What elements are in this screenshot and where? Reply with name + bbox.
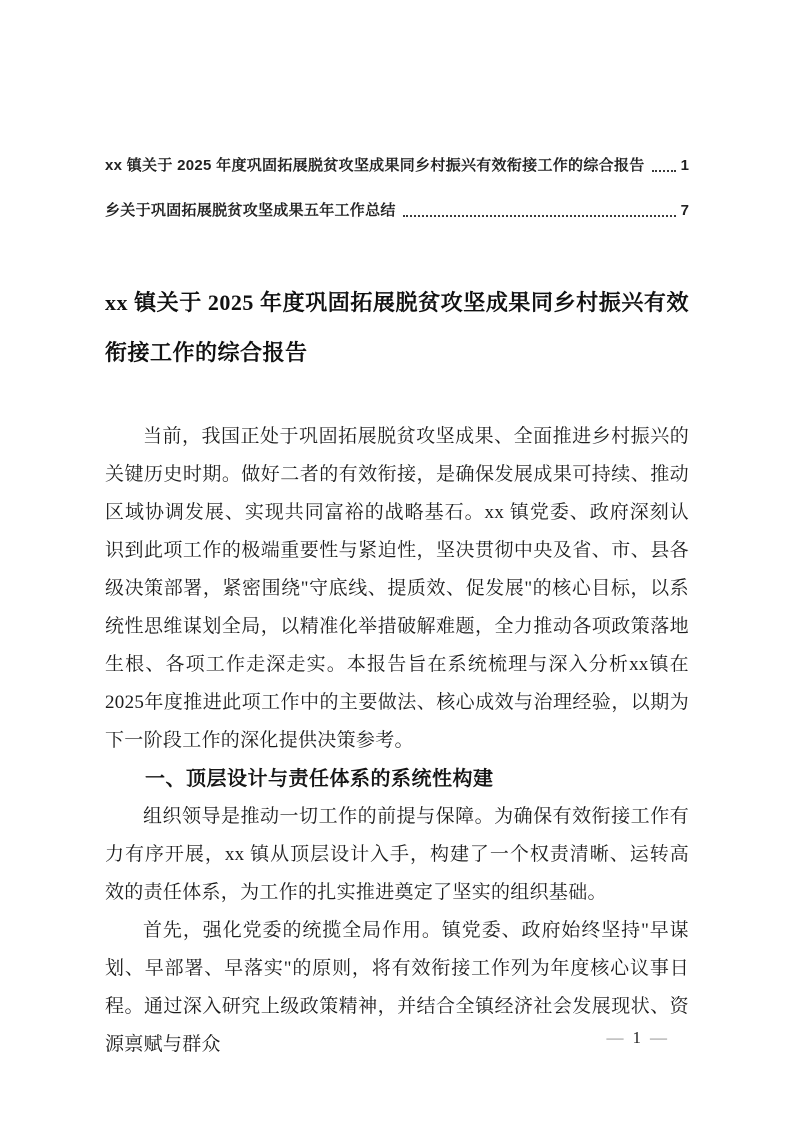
page-number-dash: — — [606, 1028, 624, 1047]
toc-dot-leader — [652, 170, 676, 172]
toc-entry-page-number: 7 — [680, 202, 689, 219]
section-heading: 一、顶层设计与责任体系的系统性构建 — [145, 768, 494, 790]
page-content — [105, 0, 689, 1064]
toc-entry[interactable] — [105, 201, 689, 221]
intro-paragraph: 当前，我国正处于巩固拓展脱贫攻坚成果、全面推进乡村振兴的关键历史时期。做好二者的有效衔接，是确保发展成果可持续、推动区域协调发展、实现共同富裕的战略基石。xx 镇党委、政府深刻认识到此项工作的极端重要性与紧迫性，坚决贯彻中央及省、市、县各级决策部署，紧密围绕"守底线、提质效、促发展"的核心目标，以系统性思维谋划全局，以精准化举措破解难题，全力推动各项政策落地生根、各项工作走深走实。本报告旨在系统梳理与深入分析xx镇在2025年度推进此项工作中的主要做法、核心成效与治理经验，以期为下一阶段工作的深化提供决策参考。 — [105, 426, 689, 751]
toc-entry-page-number: 1 — [680, 157, 689, 174]
body-paragraph: 组织领导是推动一切工作的前提与保障。为确保有效衔接工作有力有序开展，xx 镇从顶层设计入手，构建了一个权责清晰、运转高效的责任体系，为工作的扎实推进奠定了坚实的组织基础。 — [105, 806, 689, 903]
document-title: xx 镇关于 2025 年度巩固拓展脱贫攻坚成果同乡村振兴有效衔接工作的综合报告 — [105, 290, 689, 365]
toc-entry-title: xx 镇关于 2025 年度巩固拓展脱贫攻坚成果同乡村振兴有效衔接工作的综合报告 — [105, 157, 645, 174]
body-paragraph: 首先，强化党委的统揽全局作用。镇党委、政府始终坚持"早谋划、早部署、早落实"的原则，将有效衔接工作列为年度核心议事日程。通过深入研究上级政策精神，并结合全镇经济社会发展现状、资源禀赋与群众 — [105, 920, 689, 1055]
document-body — [105, 418, 689, 1064]
toc-dot-leader — [403, 215, 676, 217]
page-number-dash: — — [650, 1028, 667, 1047]
page-footer — [607, 1028, 668, 1048]
toc-entry[interactable] — [105, 156, 689, 176]
table-of-contents — [105, 156, 689, 221]
toc-entry-title: 乡关于巩固拓展脱贫攻坚成果五年工作总结 — [105, 202, 396, 219]
page-number: 1 — [632, 1028, 641, 1047]
